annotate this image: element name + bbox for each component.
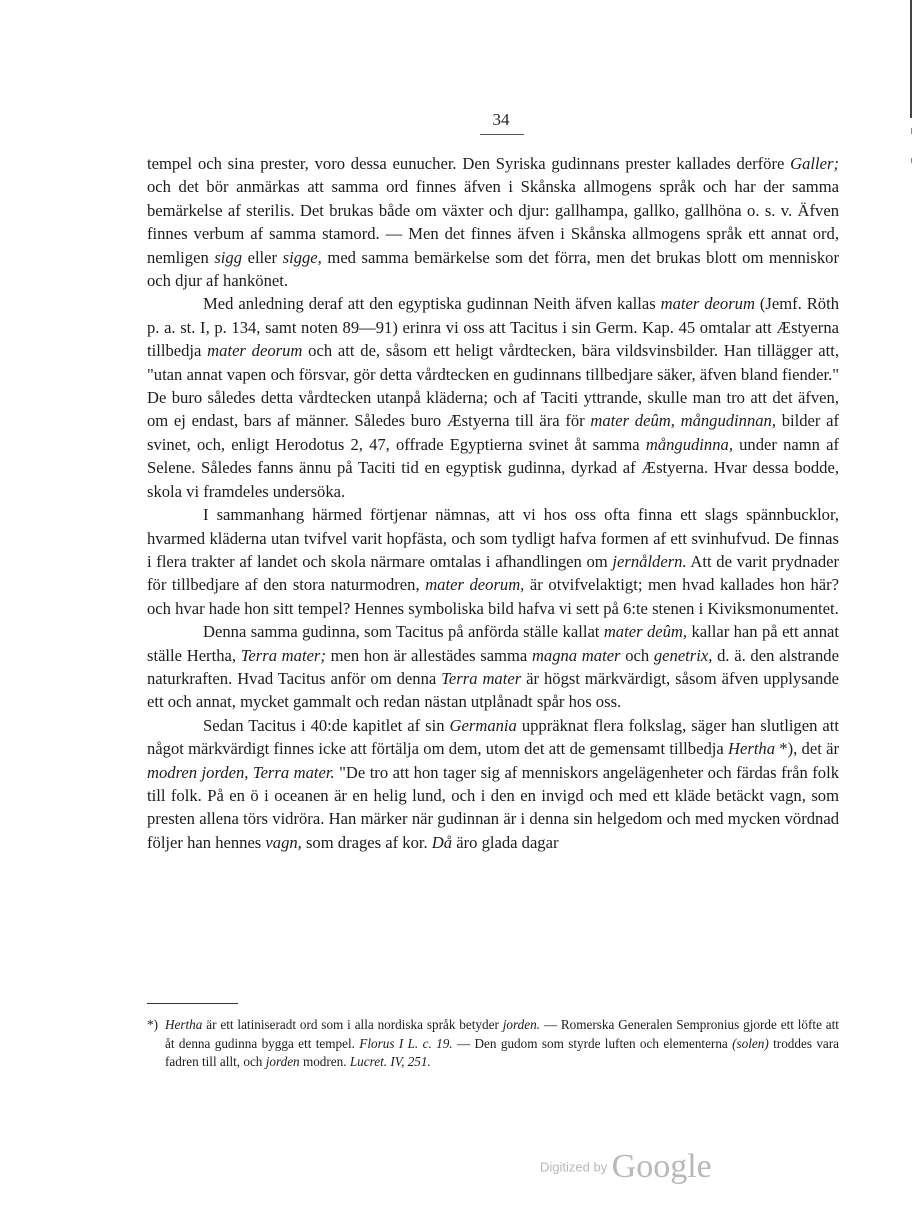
paragraph <box>147 152 839 292</box>
italic-text: (solen) <box>732 1035 769 1051</box>
italic-text: Galler; <box>790 154 839 173</box>
google-logo: Google <box>611 1148 712 1185</box>
text-run: och att de, såsom ett heligt vårdtecken, bära vildsvinsbilder. Han tillägger att, "utan annat vapen och försvar, gör detta vårdtecken en gudinnans tillbedjare säker, äfven bland fiender." De buro således detta vårdtecken utanpå kläderna; och af Taciti yttrande, skulle man tro att det äfven, om ej endast, bars af männer. Således buro Æstyerna till ära för <box>147 341 840 431</box>
text-run: är ett latiniseradt ord som i alla nordiska språk betyder <box>202 1017 503 1032</box>
italic-text: mångudinna, <box>645 434 733 454</box>
text-run: med samma bemärkelse som det förra, men det brukas blott om menniskor och djur af hankönet. <box>147 247 839 291</box>
italic-text: jernåldern. <box>612 551 687 571</box>
text-run: Att de varit prydnader för tillbedjare af den stora naturmodren, <box>147 551 840 595</box>
italic-text: modren jorden, Terra mater. <box>147 762 335 782</box>
body-text <box>147 152 839 854</box>
italic-text: mater deorum, <box>425 575 525 595</box>
watermark-prefix: Digitized by <box>540 1159 608 1175</box>
text-run: som drages af kor. <box>301 832 432 852</box>
scan-edge-mark <box>911 158 912 163</box>
text-run: under namn af Selene. Således fanns ännu på Taciti tid en egyptisk gudinna, dyrkad af Æstyerna. Hvar dessa bodde, skola vi framdeles undersöka. <box>147 434 840 501</box>
page-number-rule <box>480 134 524 135</box>
italic-text: Florus I L. c. 19. <box>359 1035 453 1051</box>
text-run: "De tro att hon tager sig af menniskors angelägenheter och färdas från folk till folk. På en ö i oceanen är en helig lund, och i den en invigd och med ett kläde betäckt vagn, som presten allena törs vidröra. Han märker när gudinnan är i denna sin helgedom och med mycken vördnad följer han hennes <box>147 762 839 852</box>
text-run: troddes vara fadren till allt, och <box>165 1035 840 1069</box>
footnote-rule <box>147 1003 238 1004</box>
text-run: Denna samma gudinna, som Tacitus på anförda ställe kallat <box>203 622 604 642</box>
text-run: — Romerska Generalen Sempronius gjorde ett löfte att åt denna gudinna bygga ett tempel. <box>165 1017 839 1051</box>
italic-text: Lucret. IV, 251. <box>349 1054 431 1069</box>
italic-text: mater deûm, mångudinnan, <box>590 411 776 431</box>
text-run: äro glada dagar <box>452 832 559 852</box>
italic-text: mater deorum <box>207 341 303 361</box>
text-run: och <box>620 645 654 665</box>
digitized-watermark <box>540 1148 712 1186</box>
text-run: är otvifvelaktigt; men hvad kallades hon här? och hvar hade hon sitt tempel? Hennes symboliska bild hafva vi sett på 6:te stenen i Kiviksmonumentet. <box>147 575 839 618</box>
italic-text: vagn, <box>265 832 302 852</box>
paragraph <box>147 292 839 503</box>
text-run: eller <box>242 247 283 267</box>
text-run: Sedan Tacitus i 40:de kapitlet af sin <box>203 715 450 735</box>
text-run: tempel och sina prester, voro dessa eunucher. Den Syriska gudinnans prester kallades derföre <box>147 154 791 173</box>
italic-text: sigg <box>214 247 242 267</box>
text-run: d. ä. den alstrande naturkraften. Hvad Tacitus anför om denna <box>147 645 839 688</box>
italic-text: Hertha <box>165 1017 203 1032</box>
text-run: (Jemf. Röth p. a. st. I, p. 134, samt noten 89—91) erinra vi oss att Tacitus i sin Germ. Kap. 45 omtalar att Æstyerna tillbedja <box>147 294 840 361</box>
paragraph <box>147 620 839 714</box>
text-run: är högst märkvärdigt, såsom äfven upplysande ett och annat, mycket gammalt och redan nästan utplånadt spår hos oss. <box>147 668 839 712</box>
paragraph <box>147 714 839 854</box>
scan-edge-line <box>910 0 912 118</box>
text-run: men hon är allestädes samma <box>325 645 532 665</box>
italic-text: magna mater <box>531 645 621 665</box>
footnote-body <box>147 1016 839 1072</box>
italic-text: sigge, <box>282 247 322 267</box>
text-run: I sammanhang härmed förtjenar nämnas, att vi hos oss ofta finna ett slags spännbucklor, hvarmed kläderna utan tvifvel varit hopfästa, och som tydligt hafva formen af ett svinhufvud. De finnas i flera trakter af landet och skola närmare omtalas i afhandlingen om <box>147 505 839 571</box>
italic-text: Terra mater; <box>240 645 326 665</box>
footnote-mark: *) <box>147 1017 158 1032</box>
text-run: uppräknat flera folkslag, säger han slutligen att något märkvärdigt finnes icke att förtälja om dem, utom det att de gemensamt tillbedja <box>147 715 839 759</box>
italic-text: jorden <box>265 1054 300 1069</box>
italic-text: mater deorum <box>660 294 755 314</box>
text-run: *), det är <box>775 739 839 759</box>
text-run: modren. <box>299 1054 350 1069</box>
paragraph <box>147 503 839 620</box>
italic-text: genetrix, <box>653 645 713 665</box>
text-run: kallar han på ett annat ställe Hertha, <box>147 622 839 665</box>
italic-text: Då <box>431 832 453 852</box>
italic-text: Terra mater <box>441 668 522 688</box>
footnote <box>147 1016 839 1072</box>
text-run: bilder af svinet, och, enligt Herodotus 2, 47, offrade Egyptierna svinet åt samma <box>147 411 839 454</box>
text-run: och det bör anmärkas att samma ord finnes äfven i Skånska allmogens språk och har der samma bemärkelse af sterilis. Det brukas både om växter och djur: gallhampa, gallko, gallhöna o. s. v. Äfven finnes verbum af samma stamord. — Men det finnes äfven i Skånska allmogens språk ett annat ord, nemligen <box>147 177 839 267</box>
italic-text: mater deûm, <box>603 622 688 642</box>
italic-text: Germania <box>449 715 517 735</box>
italic-text: jorden. <box>502 1017 540 1032</box>
scan-edge-mark <box>911 128 912 134</box>
page-number: 34 <box>492 110 510 129</box>
text-run: Med anledning deraf att den egyptiska gudinnan Neith äfven kallas <box>203 294 661 314</box>
text-run: — Den gudom som styrde luften och elementerna <box>452 1035 733 1051</box>
italic-text: Hertha <box>728 739 776 759</box>
